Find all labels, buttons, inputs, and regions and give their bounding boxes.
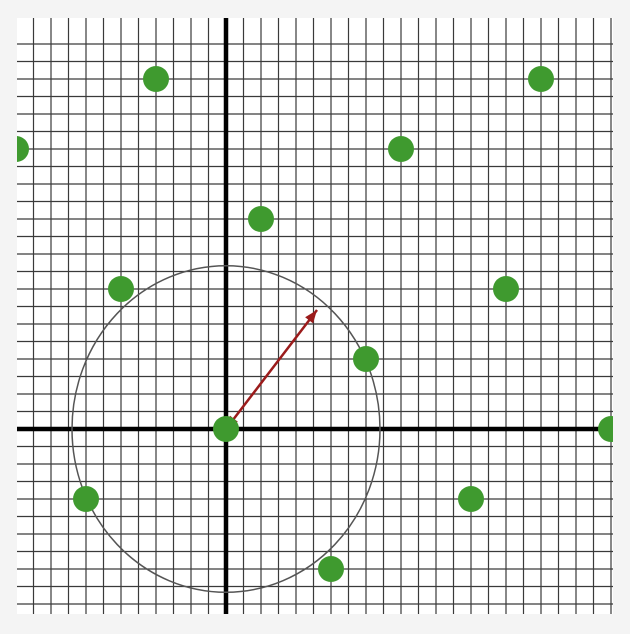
lattice-point xyxy=(598,416,624,442)
lattice-point xyxy=(73,486,99,512)
lattice-point xyxy=(388,136,414,162)
lattice-point xyxy=(318,556,344,582)
lattice-point xyxy=(108,276,134,302)
lattice-point xyxy=(493,276,519,302)
lattice-point xyxy=(143,66,169,92)
lattice-point xyxy=(3,136,29,162)
lattice-point xyxy=(248,206,274,232)
lattice-point xyxy=(458,486,484,512)
lattice-point xyxy=(353,346,379,372)
lattice-point xyxy=(528,66,554,92)
lattice-point xyxy=(213,416,239,442)
